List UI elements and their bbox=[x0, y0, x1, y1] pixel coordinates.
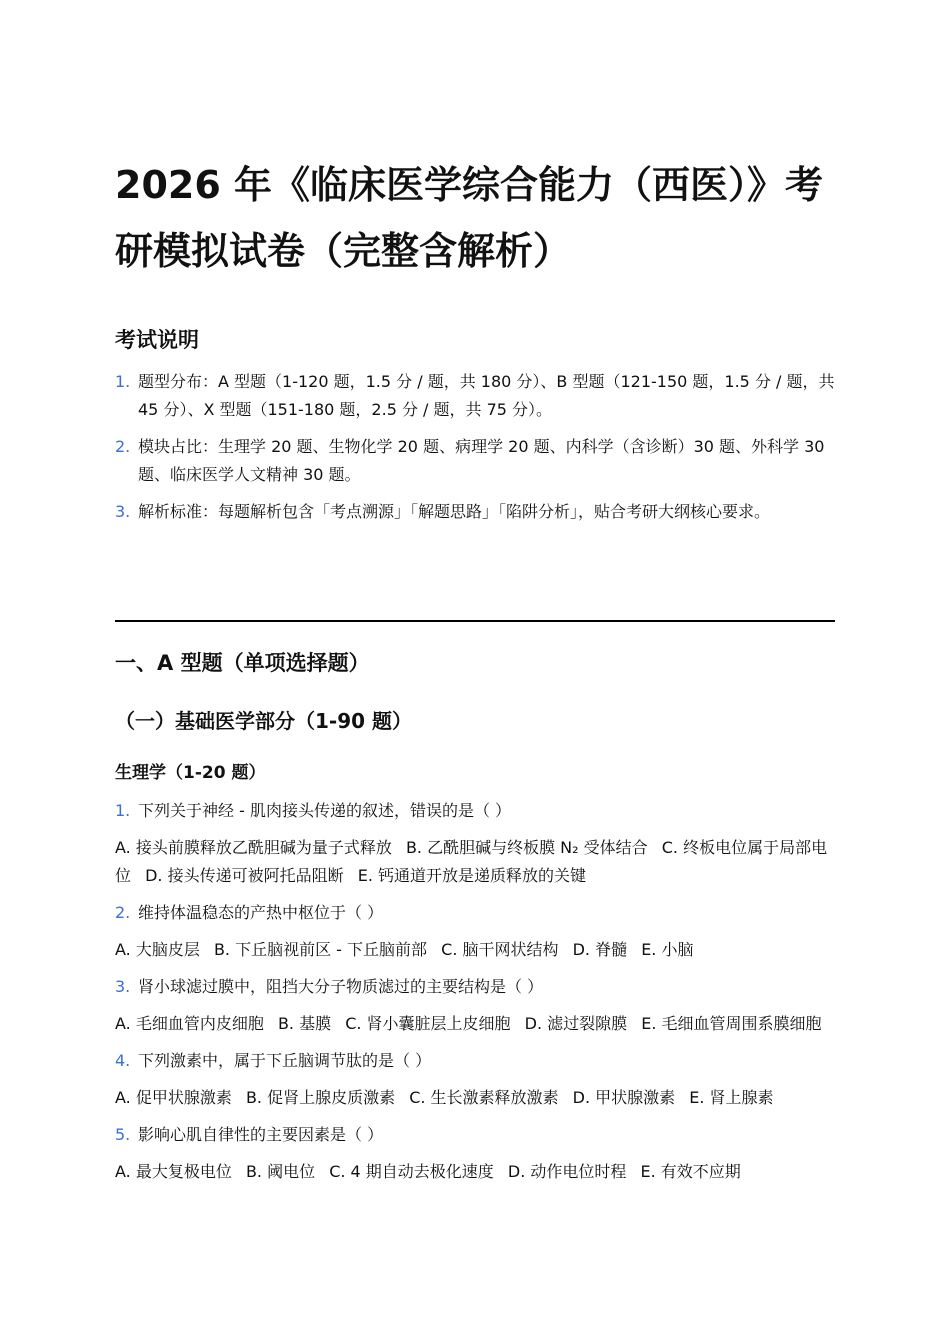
question-options bbox=[115, 1010, 835, 1038]
option-c: C. 肾小囊脏层上皮细胞 bbox=[345, 1014, 511, 1033]
list-number: 1. bbox=[115, 372, 131, 391]
question-number: 1. bbox=[115, 801, 131, 820]
option-b: B. 乙酰胆碱与终板膜 N₂ 受体结合 bbox=[405, 838, 648, 857]
exam-notes-heading: 考试说明 bbox=[115, 328, 199, 352]
option-a: A. 接头前膜释放乙酰胆碱为量子式释放 bbox=[115, 838, 392, 857]
option-e: E. 钙通道开放是递质释放的关键 bbox=[357, 866, 586, 885]
option-a: A. 毛细血管内皮细胞 bbox=[115, 1014, 264, 1033]
question-options bbox=[115, 1158, 835, 1186]
question-options bbox=[115, 1084, 835, 1112]
question-stem bbox=[115, 899, 835, 927]
option-b: B. 阈电位 bbox=[245, 1162, 316, 1181]
question-text: 下列关于神经 - 肌肉接头传递的叙述，错误的是（ ） bbox=[138, 801, 512, 820]
option-b: B. 下丘脑视前区 - 下丘脑前部 bbox=[213, 940, 428, 959]
question-text: 维持体温稳态的产热中枢位于（ ） bbox=[138, 903, 384, 922]
question-stem bbox=[115, 797, 835, 825]
option-e: E. 小脑 bbox=[641, 940, 694, 959]
question-options bbox=[115, 936, 835, 964]
option-c: C. 4 期自动去极化速度 bbox=[329, 1162, 494, 1181]
question-stem bbox=[115, 1047, 835, 1075]
section-divider bbox=[115, 620, 835, 622]
exam-note-text: 解析标准：每题解析包含「考点溯源」「解题思路」「陷阱分析」，贴合考研大纲核心要求。 bbox=[138, 502, 771, 521]
question-stem bbox=[115, 973, 835, 1001]
option-e: E. 有效不应期 bbox=[640, 1162, 741, 1181]
option-d: D. 脊髓 bbox=[572, 940, 628, 959]
exam-notes-list bbox=[115, 368, 835, 535]
question-text: 下列激素中，属于下丘脑调节肽的是（ ） bbox=[138, 1051, 432, 1070]
option-b: B. 基膜 bbox=[277, 1014, 332, 1033]
option-d: D. 甲状腺激素 bbox=[572, 1088, 676, 1107]
exam-note-text: 模块占比：生理学 20 题、生物化学 20 题、病理学 20 题、内科学（含诊断）30 题、外科学 30 题、临床医学人文精神 30 题。 bbox=[138, 437, 825, 484]
option-d: D. 动作电位时程 bbox=[507, 1162, 627, 1181]
document-title: 2026 年《临床医学综合能力（西医）》考研模拟试卷（完整含解析） bbox=[115, 163, 823, 273]
exam-note-text: 题型分布：A 型题（1-120 题，1.5 分 / 题，共 180 分）、B 型题（121-150 题，1.5 分 / 题，共 45 分）、X 型题（151-180 题，2.5 分 / 题，共 75 分）。 bbox=[138, 372, 835, 419]
option-b: B. 促肾上腺皮质激素 bbox=[245, 1088, 396, 1107]
subject-heading: 生理学（1-20 题） bbox=[115, 763, 266, 783]
exam-note-item bbox=[115, 368, 835, 424]
question-number: 5. bbox=[115, 1125, 131, 1144]
list-number: 3. bbox=[115, 502, 131, 521]
option-a: A. 最大复极电位 bbox=[115, 1162, 232, 1181]
option-c: C. 终板电位属于局部电位 bbox=[115, 838, 828, 885]
exam-note-item bbox=[115, 433, 835, 489]
option-c: C. 脑干网状结构 bbox=[441, 940, 559, 959]
exam-note-item bbox=[115, 498, 835, 526]
option-d: D. 滤过裂隙膜 bbox=[524, 1014, 628, 1033]
option-e: E. 毛细血管周围系膜细胞 bbox=[641, 1014, 822, 1033]
question-text: 肾小球滤过膜中，阻挡大分子物质滤过的主要结构是（ ） bbox=[138, 977, 544, 996]
question-options bbox=[115, 834, 835, 890]
question-stem bbox=[115, 1121, 835, 1149]
question-text: 影响心肌自律性的主要因素是（ ） bbox=[138, 1125, 384, 1144]
option-a: A. 促甲状腺激素 bbox=[115, 1088, 232, 1107]
option-a: A. 大脑皮层 bbox=[115, 940, 200, 959]
option-d: D. 接头传递可被阿托品阻断 bbox=[145, 866, 344, 885]
question-list bbox=[115, 797, 835, 1195]
option-e: E. 肾上腺素 bbox=[689, 1088, 774, 1107]
subsection-heading: （一）基础医学部分（1-90 题） bbox=[115, 709, 413, 733]
list-number: 2. bbox=[115, 437, 131, 456]
question-number: 4. bbox=[115, 1051, 131, 1070]
option-c: C. 生长激素释放激素 bbox=[409, 1088, 559, 1107]
question-number: 3. bbox=[115, 977, 131, 996]
section-heading: 一、A 型题（单项选择题） bbox=[115, 651, 370, 675]
question-number: 2. bbox=[115, 903, 131, 922]
